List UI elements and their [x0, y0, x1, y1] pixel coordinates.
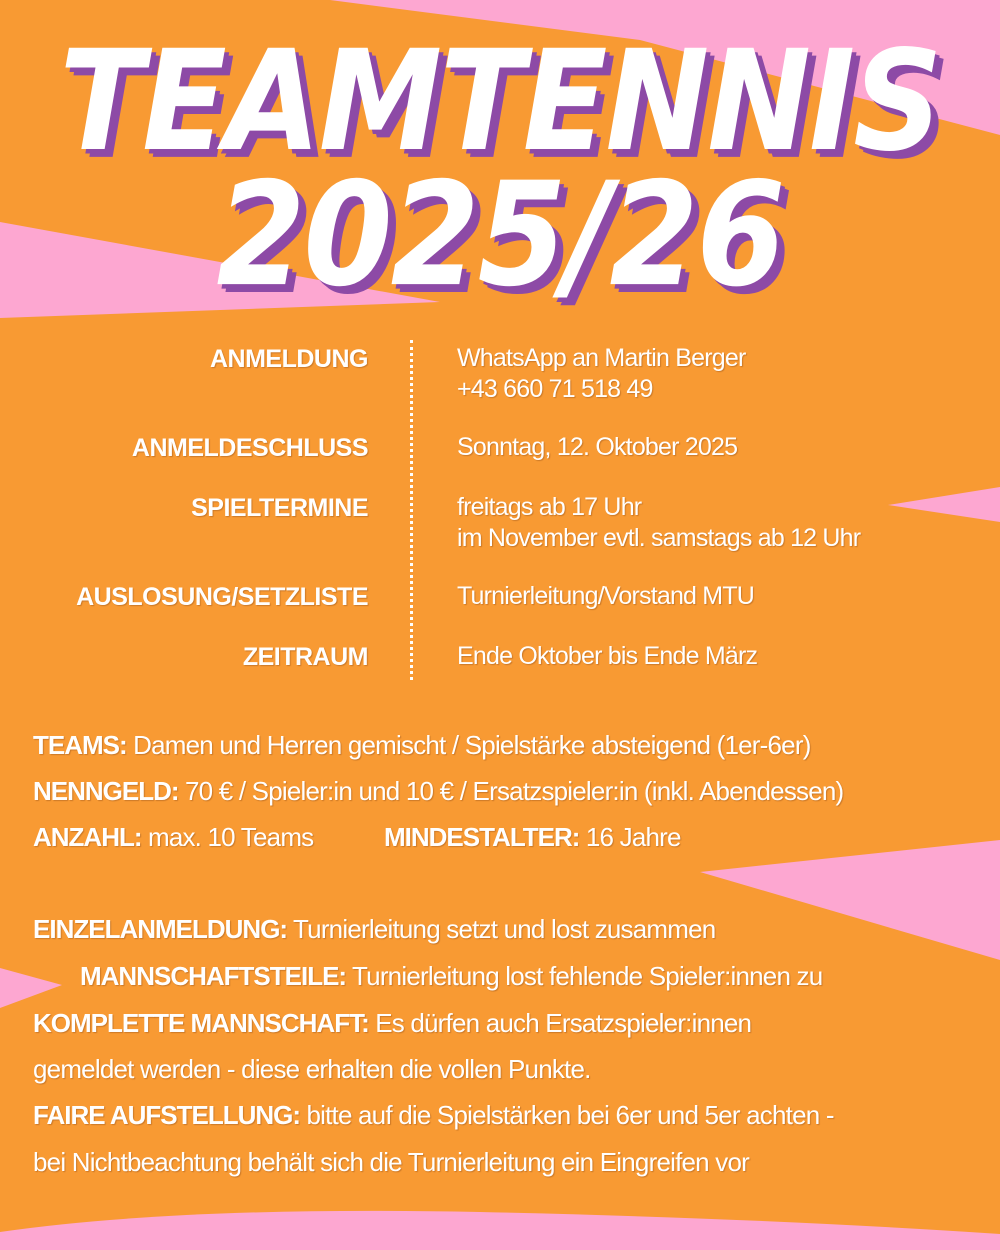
teams-label: TEAMS: — [33, 730, 127, 760]
mannschaftsteile-label: MANNSCHAFTSTEILE: — [80, 961, 347, 991]
teams-line — [33, 730, 811, 761]
value-spieltermine-1: freitags ab 17 Uhr — [457, 493, 642, 521]
pink-shape-left-small — [0, 968, 62, 1008]
mannschaftsteile-text: Turnierleitung lost fehlende Spieler:innen zu — [346, 961, 823, 991]
label-zeitraum: ZEITRAUM — [242, 643, 368, 671]
anzahl-text: max. 10 Teams — [141, 822, 314, 852]
nenngeld-text: 70 € / Spieler:in und 10 € / Ersatzspieler:in (inkl. Abendessen) — [178, 776, 844, 806]
value-anmeldung-contact: WhatsApp an Martin Berger — [457, 344, 746, 372]
anzahl-label: ANZAHL: — [33, 822, 142, 852]
label-spieltermine: SPIELTERMINE — [191, 494, 368, 522]
value-spieltermine-2: im November evtl. samstags ab 12 Uhr — [457, 524, 861, 552]
pink-shape-right-small — [888, 487, 1000, 522]
faire-aufstellung-line-2 — [33, 1147, 749, 1178]
value-anmeldung-phone: +43 660 71 518 49 — [457, 375, 653, 403]
value-anmeldeschluss: Sonntag, 12. Oktober 2025 — [457, 433, 738, 461]
label-anmeldung: ANMELDUNG — [210, 345, 368, 373]
komplette-mannschaft-line-2 — [33, 1054, 591, 1085]
einzelanmeldung-label: EINZELANMELDUNG: — [33, 914, 288, 944]
pink-shape-bottom — [0, 1211, 1000, 1250]
komplette-mannschaft-text: Es dürfen auch Ersatzspieler:innen — [368, 1008, 752, 1038]
nenngeld-label: NENNGELD: — [33, 776, 179, 806]
einzelanmeldung-text: Turnierleitung setzt und lost zusammen — [287, 914, 716, 944]
value-auslosung: Turnierleitung/Vorstand MTU — [457, 582, 755, 610]
faire-aufstellung-label: FAIRE AUFSTELLUNG: — [33, 1100, 301, 1130]
dotted-divider — [410, 340, 413, 680]
teams-text: Damen und Herren gemischt / Spielstärke absteigend (1er-6er) — [126, 730, 811, 760]
mannschaftsteile-line — [80, 961, 822, 992]
value-zeitraum: Ende Oktober bis Ende März — [457, 642, 758, 670]
mindestalter-text: 16 Jahre — [579, 822, 681, 852]
label-auslosung: AUSLOSUNG/SETZLISTE — [76, 583, 368, 611]
komplette-mannschaft-label: KOMPLETTE MANNSCHAFT: — [33, 1008, 369, 1038]
komplette-mannschaft-line — [33, 1008, 751, 1039]
pink-shape-right-large — [700, 840, 1000, 960]
einzelanmeldung-line — [33, 914, 715, 945]
faire-aufstellung-text-2: bei Nichtbeachtung behält sich die Turnierleitung ein Eingreifen vor — [33, 1147, 749, 1177]
komplette-mannschaft-text-2: gemeldet werden - diese erhalten die vollen Punkte. — [33, 1054, 591, 1084]
faire-aufstellung-text: bitte auf die Spielstärken bei 6er und 5er achten - — [300, 1100, 834, 1130]
nenngeld-line — [33, 776, 843, 807]
mindestalter-line — [384, 822, 681, 853]
anzahl-line — [33, 822, 313, 853]
title-season: 2025/26 — [216, 152, 784, 319]
mindestalter-label: MINDESTALTER: — [384, 822, 580, 852]
label-anmeldeschluss: ANMELDESCHLUSS — [131, 434, 368, 462]
faire-aufstellung-line — [33, 1100, 834, 1131]
title-teamtennis: TEAMTENNIS — [59, 21, 941, 183]
